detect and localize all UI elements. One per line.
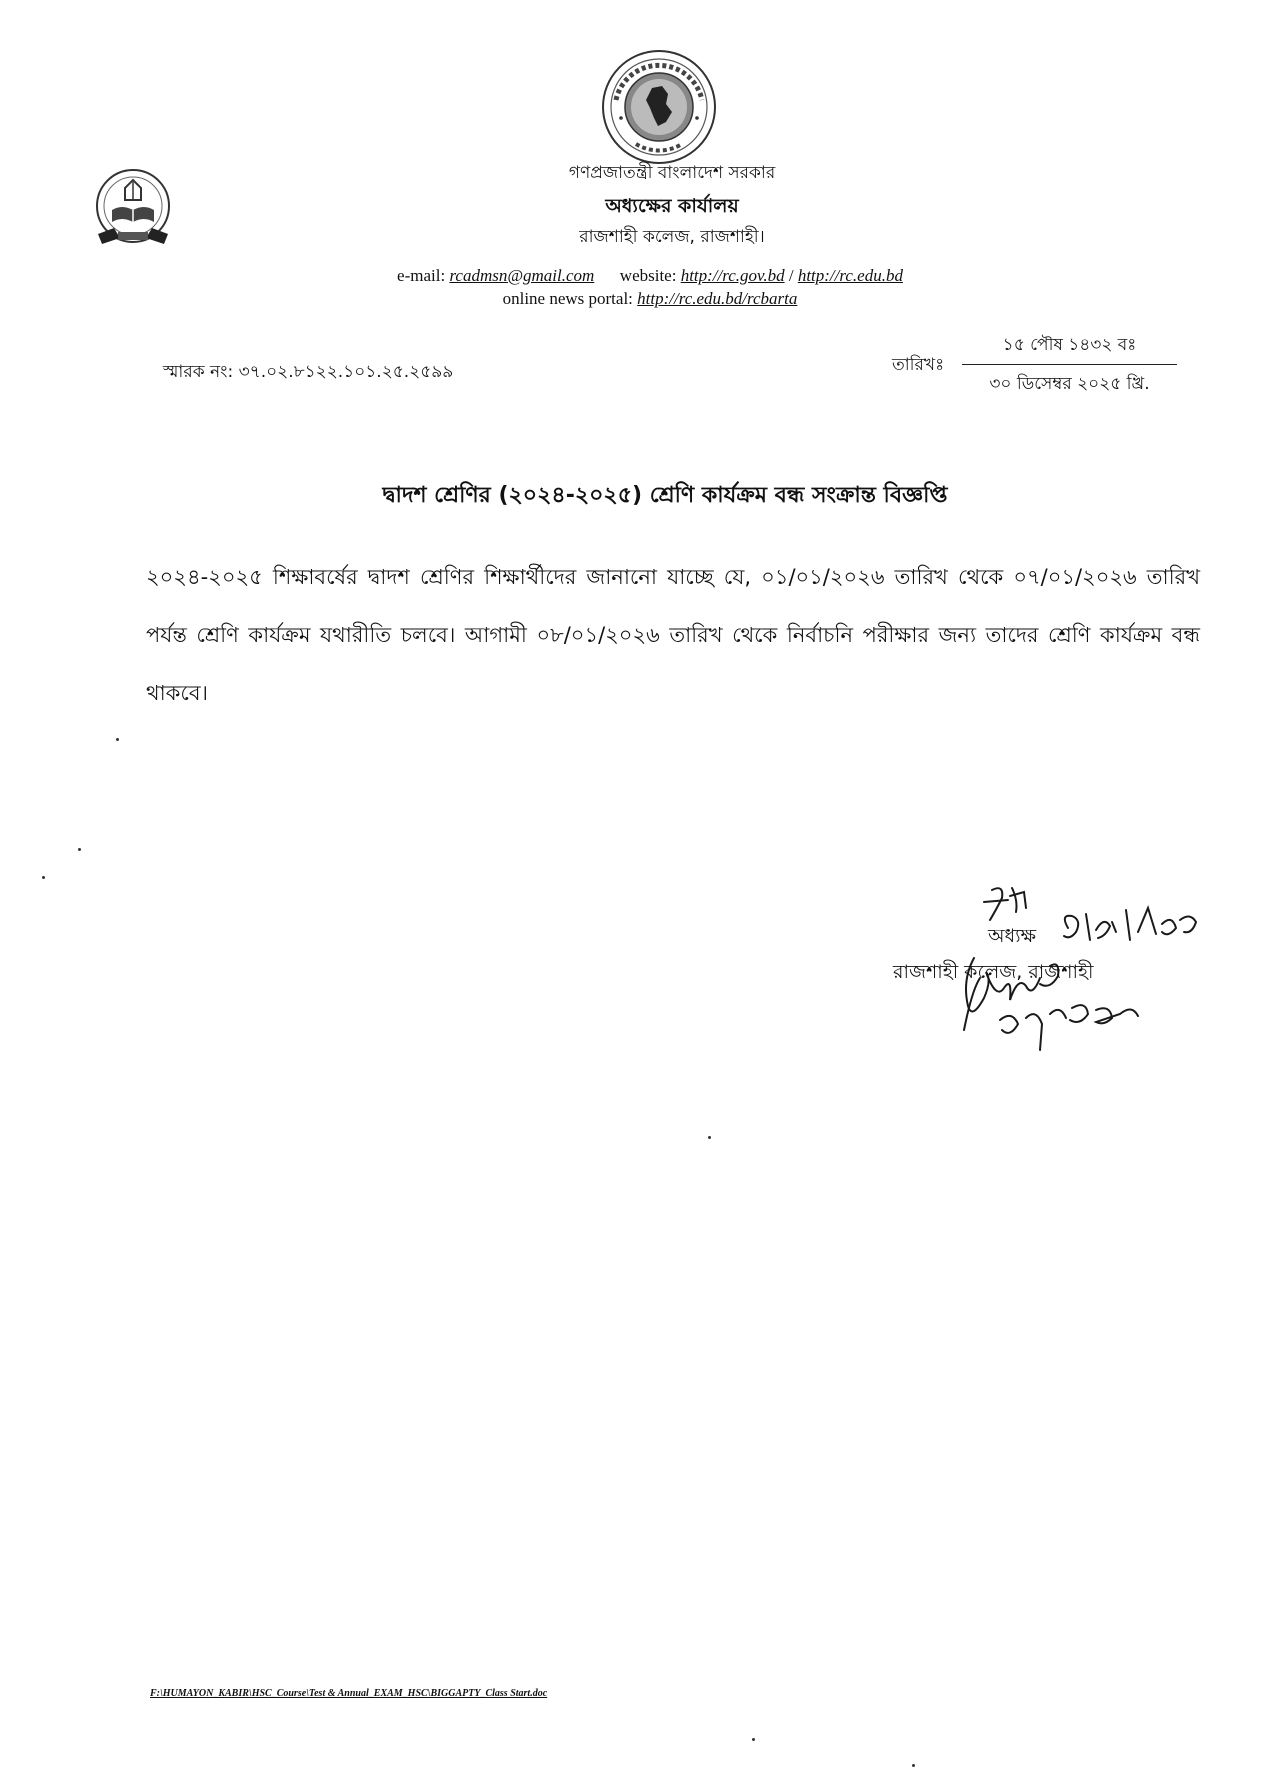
news-portal-link[interactable]: http://rc.edu.bd/rcbarta (637, 289, 798, 308)
rajshahi-college-logo-icon (90, 166, 176, 252)
college-name: রাজশাহী কলেজ, রাজশাহী। (579, 227, 765, 247)
scan-speck (708, 1136, 711, 1139)
date-label: তারিখঃ (892, 355, 945, 375)
notice-body: ২০২৪-২০২৫ শিক্ষাবর্ষের দ্বাদশ শ্রেণির শিক্ষার্থীদের জানানো যাচ্ছে যে, ০১/০১/২০২৬ তারিখ থেকে ০৭/০১/২০২৬ তারিখ পর্যন্ত শ্রেণি কার্যক্রম যথারীতি চলবে। আগামী ০৮/০১/২০২৬ তারিখ থেকে নির্বাচনি পরীক্ষার জন্য তাদের শ্রেণি কার্যক্রম বন্ধ থাকবে। (146, 565, 1200, 705)
news-portal-line (300, 289, 1000, 309)
bangladesh-government-seal-icon (600, 48, 718, 166)
email-link[interactable]: rcadmsn@gmail.com (449, 266, 595, 285)
news-portal-label: online news portal: (502, 289, 633, 308)
signatory-role: অধ্যক্ষ (988, 925, 1037, 947)
notice-title: দ্বাদশ শ্রেণির (২০২৪-২০২৫) শ্রেণি কার্যক্রম বন্ধ সংক্রান্ত বিজ্ঞপ্তি (382, 483, 948, 508)
scan-speck (752, 1738, 755, 1741)
scan-speck (912, 1764, 915, 1767)
website-separator: / (788, 266, 794, 285)
signatory-college: রাজশাহী কলেজ, রাজশাহী (893, 961, 1094, 983)
scan-speck (78, 848, 81, 851)
website-label: website: (619, 266, 677, 285)
scan-speck (42, 876, 45, 879)
email-label: e-mail: (397, 266, 446, 285)
date-bangla: ১৫ পৌষ ১৪৩২ বঃ (962, 332, 1177, 365)
memo-number: স্মারক নং: ৩৭.০২.৮১২২.১০১.২৫.২৫৯৯ (163, 362, 454, 382)
date-gregorian: ৩০ ডিসেম্বর ২০২৫ খ্রি. (989, 374, 1150, 394)
government-name: গণপ্রজাতন্ত্রী বাংলাদেশ সরকার (568, 163, 776, 183)
office-name: অধ্যক্ষের কার্যালয় (605, 195, 739, 217)
website-link-gov[interactable]: http://rc.gov.bd (680, 266, 785, 285)
scan-speck (116, 738, 119, 741)
footer-file-path: F:\HUMAYON_KABIR\HSC_Course\Test & Annual_EXAM_HSC\BIGGAPTY_Class Start.doc (150, 1688, 548, 1699)
contact-line (300, 266, 1000, 286)
date-box (962, 332, 1184, 399)
website-link-edu[interactable]: http://rc.edu.bd (797, 266, 903, 285)
